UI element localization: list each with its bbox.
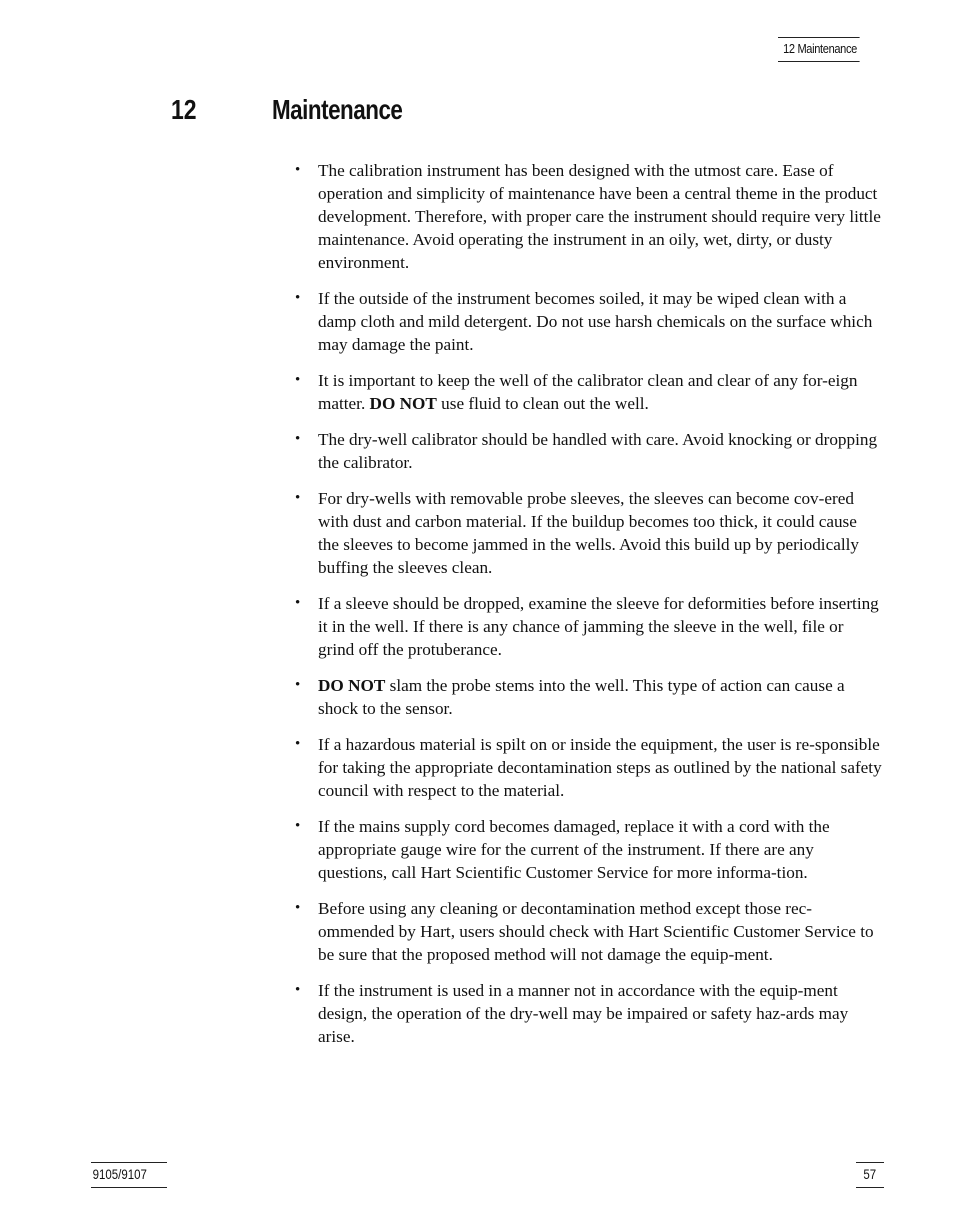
bullet-icon: •: [295, 982, 301, 998]
bullet-icon: •: [295, 490, 301, 506]
bullet-item: [294, 674, 882, 720]
chapter-title: Maintenance: [272, 94, 403, 125]
bullet-text: If the instrument is used in a manner not in accordance with the equip-ment design, the operation of the dry-well may be impaired or safety haz-ards may arise.: [318, 981, 849, 1046]
bullet-emphasis: DO NOT: [369, 394, 437, 413]
bullet-text: If the outside of the instrument becomes soiled, it may be wiped clean with a damp cloth and mild detergent. Do not use harsh chemicals on the surface which may damage the paint.: [318, 289, 873, 354]
bullet-item: [294, 428, 882, 474]
bullet-icon: •: [295, 290, 301, 306]
bullet-text: It is important to keep the well of the calibrator clean and clear of any for-eign matter.: [318, 371, 858, 413]
bullet-item: [294, 897, 882, 966]
running-header: [778, 37, 860, 62]
bullet-item: [294, 979, 882, 1048]
chapter-number: 12: [171, 94, 197, 125]
bullet-icon: •: [295, 818, 301, 834]
bullet-item: [294, 815, 882, 884]
page-number: 57: [863, 1166, 877, 1182]
footer-page-number: [856, 1162, 884, 1188]
bullet-text: For dry-wells with removable probe sleeves, the sleeves can become cov-ered with dust and carbon material. If the buildup becomes too thick, it could cause the sleeves to become jammed in the wells. Avoid this build up by periodically buffing the sleeves clean.: [318, 489, 859, 577]
footer-model: [91, 1162, 167, 1188]
bullet-icon: •: [295, 431, 301, 447]
bullet-icon: •: [295, 736, 301, 752]
bullet-item: [294, 369, 882, 415]
bullet-emphasis: DO NOT: [318, 676, 386, 695]
bullet-text: The calibration instrument has been designed with the utmost care. Ease of operation and simplicity of maintenance have been a central theme in the product development. Therefore, with proper care the instrument should require very little maintenance. Avoid operating the instrument in an oily, wet, dirty, or dusty environment.: [318, 161, 881, 272]
bullet-icon: •: [295, 677, 301, 693]
bullet-text: slam the probe stems into the well. This type of action can cause a shock to the sensor.: [318, 676, 845, 718]
bullet-item: [294, 487, 882, 579]
bullet-text: use fluid to clean out the well.: [436, 394, 649, 413]
running-header-label: 12 Maintenance: [783, 41, 857, 56]
bullet-item: [294, 287, 882, 356]
bullet-item: [294, 159, 882, 274]
bullet-icon: •: [295, 162, 301, 178]
bullet-icon: •: [295, 900, 301, 916]
bullet-icon: •: [295, 595, 301, 611]
maintenance-bullet-list: [294, 159, 882, 1061]
bullet-text: If a hazardous material is spilt on or inside the equipment, the user is re-sponsible for taking the appropriate decontamination steps as outlined by the national safety council with respect to the material.: [318, 735, 882, 800]
bullet-text: If a sleeve should be dropped, examine the sleeve for deformities before inserting it in the well. If there is any chance of jamming the sleeve in the well, file or grind off the protuberance.: [318, 594, 879, 659]
bullet-text: If the mains supply cord becomes damaged, replace it with a cord with the appropriate gauge wire for the current of the instrument. If there are any questions, call Hart Scientific Customer Service for more informa-tion.: [318, 817, 830, 882]
bullet-item: [294, 592, 882, 661]
bullet-item: [294, 733, 882, 802]
bullet-text: The dry-well calibrator should be handled with care. Avoid knocking or dropping the calibrator.: [318, 430, 878, 472]
footer-model-label: 9105/9107: [92, 1166, 147, 1182]
bullet-icon: •: [295, 372, 301, 388]
bullet-text: Before using any cleaning or decontamination method except those rec-ommended by Hart, users should check with Hart Scientific Customer Service to be sure that the proposed method will not damage the equip-ment.: [318, 899, 874, 964]
